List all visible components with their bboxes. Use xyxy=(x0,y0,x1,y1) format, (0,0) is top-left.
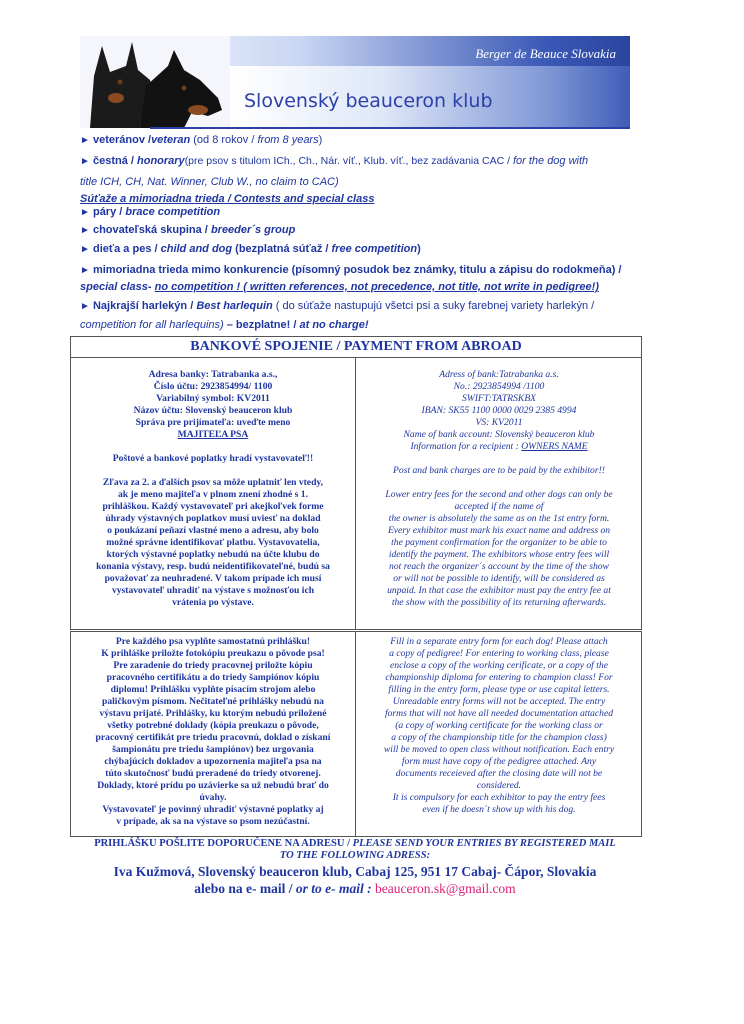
sk-owner-name: MAJITEĽA PSA xyxy=(177,429,249,440)
email-line xyxy=(70,881,640,897)
sk-instruction-line: šampionátu pre triedu šampiónov) bez urgovania xyxy=(112,744,314,755)
payment-divider xyxy=(355,357,356,629)
sk-instruction-line: túto skutočnosť budú preradené do triedy otvorenej. xyxy=(105,768,321,779)
sk-account-number: Číslo účtu: 2923854994/ 1100 xyxy=(153,381,273,392)
en-instruction-line: Fill in a separate entry form for each dog! Please attach xyxy=(390,636,608,647)
sk-instruction-line: K prihláške priložte fotokópiu preukazu o pôvode psa! xyxy=(101,648,325,659)
sk-instruction-line: diplomu! Prihlášku vyplňte písacím strojom alebo xyxy=(110,684,316,695)
honorary-line2: title ICH, CH, Nat. Winner, Club W., no claim to CAC) xyxy=(80,176,339,188)
honorary-label-en: honorary xyxy=(137,155,185,167)
veteran-age-en: from 8 years xyxy=(257,134,319,146)
sk-variable-symbol: Variabilný symbol: KV2011 xyxy=(156,393,270,404)
en-instruction-line: championship diploma for entering to champion class! For xyxy=(385,672,613,683)
send-en-line2: TO THE FOLLOWING ADRESS: xyxy=(279,850,431,861)
payment-heading: BANKOVÉ SPOJENIE / PAYMENT FROM ABROAD xyxy=(71,337,641,358)
club-title: Slovenský beauceron klub xyxy=(244,90,493,112)
sk-instruction-line: v prípade, ak sa na výstave so psom nezúčastní. xyxy=(116,816,310,827)
en-discount-line: the owner is absolutely the same as on the 1st entry form. xyxy=(388,513,610,524)
sk-instruction-line: Doklady, ktoré prídu po uzávierke sa už nebudú brať do xyxy=(97,780,329,791)
en-discount-line: the show with the possibility of its returning afterwards. xyxy=(391,597,607,608)
harlequin-label-en: Best harlequin xyxy=(196,300,273,312)
en-instruction-line: form must have copy of the pedigree attached. Any xyxy=(401,756,597,767)
header-banner xyxy=(80,36,630,128)
email-label-en: or to e- mail : xyxy=(295,881,376,896)
breeder-line: ► chovateľská skupina / breeder´s group xyxy=(80,224,296,236)
banner-tagline: Berger de Beauce Slovakia xyxy=(475,46,616,61)
en-instruction-line: Unreadable entry forms will not be accepted. The entry xyxy=(392,696,606,707)
en-instruction-line: considered. xyxy=(476,780,522,791)
special-line2 xyxy=(80,281,599,293)
sk-discount-line: vystavovateľ uhradiť na výstave s možnosťou ich xyxy=(111,585,315,596)
sk-instruction-line: všetky potrebné doklady (kópia preukazu o pôvode, xyxy=(107,720,319,731)
brace-label: páry / xyxy=(92,206,126,218)
sk-discount-line: považovať za neuhradené. V takom prípade ich musí xyxy=(104,573,322,584)
banner-underline xyxy=(150,127,630,129)
special-line: ► mimoriadna trieda mimo konkurencie (písomný posudok bez známky, titulu a zápisu do rodokmeňa) / xyxy=(80,264,622,276)
en-instruction-line: a copy of pedigree! For entering to working class, please xyxy=(389,648,609,659)
harlequin-free-en: at no charge! xyxy=(299,319,369,331)
en-instruction-line: a copy of the championship title for the champion class) xyxy=(391,732,607,743)
harlequin-line2 xyxy=(80,319,369,331)
en-discount-line: identify the payment. The exhibitors whose entry fees will xyxy=(388,549,610,560)
send-en: PLEASE SEND YOUR ENTRIES BY REGISTERED MAIL xyxy=(352,838,616,849)
special-label: mimoriadna trieda mimo konkurencie (písomný posudok bez známky, titulu a zápisu do rodokmeňa) / xyxy=(92,264,622,276)
en-swift: SWIFT:TATRSKBX xyxy=(461,393,537,404)
veteran-class-line: ► veteránov /veteran (od 8 rokov / from 8 years) xyxy=(80,134,323,146)
sk-discount-line: prihláškou. Každý vystavovateľ pri akejkoľvek forme xyxy=(102,501,324,512)
child-free-en: free competition xyxy=(331,243,418,255)
en-discount-line: the payment confirmation for the organizer to be able to xyxy=(391,537,607,548)
child-close: ) xyxy=(417,243,421,255)
sk-fees-note: Poštové a bankové poplatky hradí vystavovateľ!! xyxy=(112,453,314,464)
harlequin-desc-en: competition for all harlequins) xyxy=(80,319,224,331)
harlequin-line: ► Najkrajší harlekýn / Best harlequin ( do súťaže nastupujú všetci psi a suky farebnej variety harlekýn / xyxy=(80,300,595,312)
sk-instruction-line: Pre zaradenie do triedy pracovnej priložte kópiu xyxy=(113,660,313,671)
brace-line: ► páry / brace competition xyxy=(80,206,221,218)
child-free: (bezplatná súťaž / xyxy=(232,243,332,255)
breeder-label: chovateľská skupina / xyxy=(92,224,211,236)
sk-discount-line: o poukázaní peňazí vlastné meno a adresu, aby bolo xyxy=(107,525,319,536)
en-discount-line: not reach the organizer´s account by the time of the show xyxy=(389,561,609,572)
sk-instruction-line: chýbajúcich dokladov a upozornenia majiteľa psa na xyxy=(104,756,322,767)
en-account-number: No.: 2923854994 /1100 xyxy=(453,381,545,392)
sk-account-name: Názov účtu: Slovenský beauceron klub xyxy=(133,405,293,416)
child-line: ► dieťa a pes / child and dog (bezplatná súťaž / free competition) xyxy=(80,243,421,255)
en-vs: VS: KV2011 xyxy=(475,417,523,428)
sk-discount-line: ak je meno majiteľa v plnom znení zhodné s 1. xyxy=(118,489,308,500)
en-instruction-line: documents receieved after the closing date will not be xyxy=(395,768,603,779)
veteran-close: ) xyxy=(318,134,323,146)
send-instruction xyxy=(70,838,640,849)
en-info-label: Information for a recipient : xyxy=(410,441,522,452)
sk-recipient-message: Správa pre prijímateľa: uveďte meno xyxy=(135,417,291,428)
en-owner-name: OWNERS NAME xyxy=(521,441,588,452)
sk-instruction-line: úvahy. xyxy=(199,792,227,803)
special-desc-en: no competition ! ( written references, not precedence, not title, not write in pedigree!) xyxy=(154,281,599,293)
special-label-en: special class- xyxy=(80,281,155,293)
sk-discount-text xyxy=(75,477,351,609)
en-fees-note: Post and bank charges are to be paid by the exhibitor!! xyxy=(393,465,605,476)
sk-discount-line: ktorých výstavné poplatky nebudú na účte klubu do xyxy=(106,549,320,560)
sk-discount-line: konania výstavy, resp. budú neidentifikovateľné, budú sa xyxy=(96,561,330,572)
harlequin-label: Najkrajší harlekýn / xyxy=(92,300,197,312)
en-recipient-info xyxy=(361,441,637,453)
sk-instruction-line: Vystavovateľ je povinný uhradiť výstavné poplatky aj xyxy=(102,804,324,815)
en-instruction-line: It is compulsory for each exhibitor to pay the entry fees xyxy=(392,792,606,803)
en-iban: IBAN: SK55 1100 0000 0029 2385 4994 xyxy=(421,405,577,416)
honorary-label: čestná / xyxy=(92,155,137,167)
en-instruction-line: forms that will not have all needed documentation attached xyxy=(384,708,614,719)
en-account-name: Name of bank account: Slovenský beauceron klub xyxy=(403,429,595,440)
mailing-address: Iva Kužmová, Slovenský beauceron klub, Cabaj 125, 951 17 Cabaj- Čápor, Slovakia xyxy=(113,864,597,879)
veteran-label: veteránov / xyxy=(92,134,152,146)
harlequin-desc: ( do súťaže nastupujú všetci psi a suky farebnej variety harlekýn / xyxy=(272,300,595,312)
sk-instruction-line: pracovný certifikát pre triedu pracovnú, doklad o získaní xyxy=(95,732,331,743)
veteran-age: (od 8 rokov / xyxy=(190,134,258,146)
child-label: dieťa a pes / xyxy=(92,243,161,255)
beauceron-dogs-image xyxy=(80,36,230,128)
en-instruction-line: even if he doesn´t show up with his dog. xyxy=(422,804,576,815)
instructions-sk-cell xyxy=(75,636,351,828)
sk-instruction-line: Pre každého psa vyplňte samostatnú prihlášku! xyxy=(115,636,311,647)
brace-label-en: brace competition xyxy=(125,206,221,218)
instructions-table xyxy=(70,631,642,837)
sk-instruction-line: paličkovým písmom. Nečitateľné prihlášky nebudú na xyxy=(102,696,324,707)
send-sk: PRIHLÁŠKU POŠLITE DOPORUČENE NA ADRESU / xyxy=(94,838,353,849)
en-instruction-line: will be moved to open class without notification. Each entry xyxy=(383,744,615,755)
honorary-desc-en: for the dog with xyxy=(512,155,589,167)
payment-table xyxy=(70,336,642,630)
sk-bank-address: Adresa banky: Tatrabanka a.s., xyxy=(148,369,278,380)
payment-en-cell xyxy=(361,369,637,609)
harlequin-free: – bezplatne! / xyxy=(223,319,300,331)
contests-heading: Súťaže a mimoriadna trieda / Contests and special class xyxy=(80,193,375,205)
en-instruction-line: (a copy of working certificate for the working class or xyxy=(395,720,603,731)
en-discount-line: unpaid. In that case the exhibitor must pay the entry fee at xyxy=(387,585,611,596)
sk-instruction-line: výstavu prijaté. Prihlášky, ku ktorým nebudú priložené xyxy=(99,708,327,719)
sk-discount-line: možné správne identifikovať platbu. Vystavovatelia, xyxy=(106,537,320,548)
instructions-en-cell xyxy=(361,636,637,816)
sk-discount-line: úhrady výstavných poplatkov musí uviesť na doklad xyxy=(105,513,321,524)
en-instruction-line: filling in the entry form, please type or use capital letters. xyxy=(388,684,610,695)
en-discount-line: Every exhibitor must mark his exact name and address on xyxy=(387,525,611,536)
en-discount-text xyxy=(361,489,637,609)
email-label-sk: alebo na e- mail / xyxy=(194,881,296,896)
veteran-label-en: veteran xyxy=(151,134,191,146)
en-instruction-line: enclose a copy of the working cerificate, or a copy of the xyxy=(390,660,608,671)
payment-sk-cell xyxy=(75,369,351,609)
email-link[interactable]: beauceron.sk@gmail.com xyxy=(375,881,516,896)
sk-instruction-line: pracovného certifikátu a do triedy šampiónov kópiu xyxy=(106,672,320,683)
sk-discount-line: vrátenia po výstave. xyxy=(172,597,254,608)
instructions-divider xyxy=(355,632,356,836)
en-bank-address: Adress of bank:Tatrabanka a.s. xyxy=(439,369,559,380)
en-discount-line: or will not be possible to identify, will be considered as xyxy=(393,573,605,584)
en-discount-line: accepted if the name of xyxy=(454,501,544,512)
sk-discount-line: Zľava za 2. a ďalších psov sa môže uplatniť len vtedy, xyxy=(102,477,324,488)
breeder-label-en: breeder´s group xyxy=(210,224,296,236)
en-discount-line: Lower entry fees for the second and other dogs can only be xyxy=(385,489,613,500)
honorary-class-line: ► čestná / honorary(pre psov s titulom ICh., Ch., Nár. víť., Klub. víť., bez zadávania CAC / for the dog with xyxy=(80,155,589,167)
honorary-desc: (pre psov s titulom ICh., Ch., Nár. víť., Klub. víť., bez zadávania CAC / xyxy=(184,155,513,167)
child-label-en: child and dog xyxy=(160,243,233,255)
